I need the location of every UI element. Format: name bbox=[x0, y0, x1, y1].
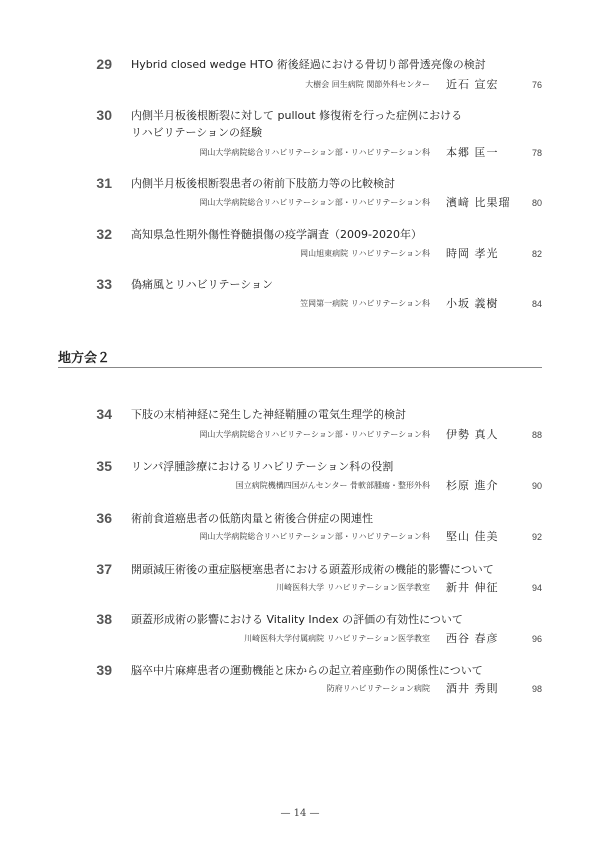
entry-affiliation: 防府リハビリテーション病院 bbox=[326, 684, 430, 693]
entry-number: 36 bbox=[96, 510, 112, 526]
entry-author: 新井 伸征 bbox=[446, 581, 499, 594]
entry-title: 開頭減圧術後の重症脳梗塞患者における頭蓋形成術の機能的影響について bbox=[131, 563, 494, 576]
entry-title: Hybrid closed wedge HTO 術後経過における骨切り部骨透亮像の検討 bbox=[131, 58, 486, 71]
entry-page: 98 bbox=[531, 684, 542, 694]
entry-affiliation: 岡山大学病院総合リハビリテーション部・リハビリテーション科 bbox=[199, 430, 430, 439]
entry-author: 濱﨑 比果瑠 bbox=[446, 196, 511, 209]
section-heading: 地方会２ bbox=[58, 351, 111, 366]
entry-title: 頭蓋形成術の影響における Vitality Index の評価の有効性について bbox=[131, 613, 463, 626]
entry-title-line-1: 内側半月板後根断裂に対して pullout 修復術を行った症例における bbox=[131, 109, 463, 122]
entry-affiliation: 岡山大学病院総合リハビリテーション部・リハビリテーション科 bbox=[199, 198, 430, 207]
entry-affiliation: 岡山大学病院総合リハビリテーション部・リハビリテーション科 bbox=[199, 532, 430, 541]
entry-affiliation: 大樹会 回生病院 関節外科センター bbox=[305, 80, 430, 89]
entry-number: 30 bbox=[96, 107, 112, 123]
entry-author: 伊勢 真人 bbox=[446, 428, 499, 441]
entry-author: 杉原 進介 bbox=[446, 479, 499, 492]
entry-author: 西谷 春彦 bbox=[446, 632, 499, 645]
entry-meta bbox=[0, 196, 600, 210]
entry-number: 34 bbox=[96, 406, 112, 422]
entry-title-line-2: リハビリテーションの経験 bbox=[131, 126, 263, 139]
entry-meta bbox=[0, 297, 600, 311]
entry-title: 内側半月板後根断裂患者の術前下肢筋力等の比較検討 bbox=[131, 177, 395, 190]
entry-page: 96 bbox=[531, 634, 542, 644]
entry-page: 94 bbox=[531, 583, 542, 593]
entry-author: 近石 宣宏 bbox=[446, 78, 499, 91]
entry-meta bbox=[0, 78, 600, 92]
entry-meta bbox=[0, 428, 600, 442]
entry-author: 小坂 義樹 bbox=[446, 297, 499, 310]
entry-number: 32 bbox=[96, 226, 112, 242]
entry-affiliation: 笠岡第一病院 リハビリテーション科 bbox=[300, 299, 430, 308]
entry-meta bbox=[0, 682, 600, 696]
entry-title: 高知県急性期外傷性脊髄損傷の疫学調査（2009-2020年） bbox=[131, 228, 422, 241]
entry-number: 29 bbox=[96, 56, 112, 72]
entry-affiliation: 川崎医科大学 リハビリテーション医学教室 bbox=[276, 583, 430, 592]
entry-page: 80 bbox=[531, 198, 542, 208]
entry-page: 76 bbox=[531, 80, 542, 90]
entry-meta bbox=[0, 632, 600, 646]
entry-number: 37 bbox=[96, 561, 112, 577]
entry-title: 脳卒中片麻痺患者の運動機能と床からの起立着座動作の関係性について bbox=[131, 664, 483, 677]
entry-meta bbox=[0, 247, 600, 261]
entry-affiliation: 川崎医科大学付属病院 リハビリテーション医学教室 bbox=[244, 634, 430, 643]
entry-meta bbox=[0, 479, 600, 493]
entry-page: 78 bbox=[531, 148, 542, 158]
entry-number: 39 bbox=[96, 662, 112, 678]
entry-title: 術前食道癌患者の低筋肉量と術後合併症の関連性 bbox=[131, 512, 373, 525]
entry-page: 82 bbox=[531, 249, 542, 259]
entry-page: 88 bbox=[531, 430, 542, 440]
entry-number: 33 bbox=[96, 276, 112, 292]
entry-page: 90 bbox=[531, 481, 542, 491]
entry-number: 38 bbox=[96, 611, 112, 627]
entry-title: 偽痛風とリハビリテーション bbox=[131, 278, 274, 291]
section-divider bbox=[58, 367, 542, 368]
entry-author: 時岡 孝光 bbox=[446, 247, 499, 260]
entry-title: 下肢の末梢神経に発生した神経鞘腫の電気生理学的検討 bbox=[131, 408, 406, 421]
entry-title: リンパ浮腫診療におけるリハビリテーション科の役割 bbox=[131, 460, 394, 473]
entry-page: 92 bbox=[531, 532, 542, 542]
entry-meta bbox=[0, 530, 600, 544]
entry-page: 84 bbox=[531, 299, 542, 309]
entry-affiliation: 国立病院機構四国がんセンター 骨軟部腫瘍・整形外科 bbox=[235, 481, 430, 490]
entry-author: 酒井 秀則 bbox=[446, 682, 499, 695]
entry-author: 本郷 匡一 bbox=[446, 146, 499, 159]
entry-author: 堅山 佳美 bbox=[446, 530, 499, 543]
entry-number: 31 bbox=[96, 175, 112, 191]
entry-number: 35 bbox=[96, 458, 112, 474]
entry-meta bbox=[0, 581, 600, 595]
page-number-footer: — 14 — bbox=[280, 808, 320, 819]
entry-affiliation: 岡山大学病院総合リハビリテーション部・リハビリテーション科 bbox=[199, 148, 430, 157]
entry-meta bbox=[0, 146, 600, 160]
entry-affiliation: 岡山旭東病院 リハビリテーション科 bbox=[300, 249, 430, 258]
